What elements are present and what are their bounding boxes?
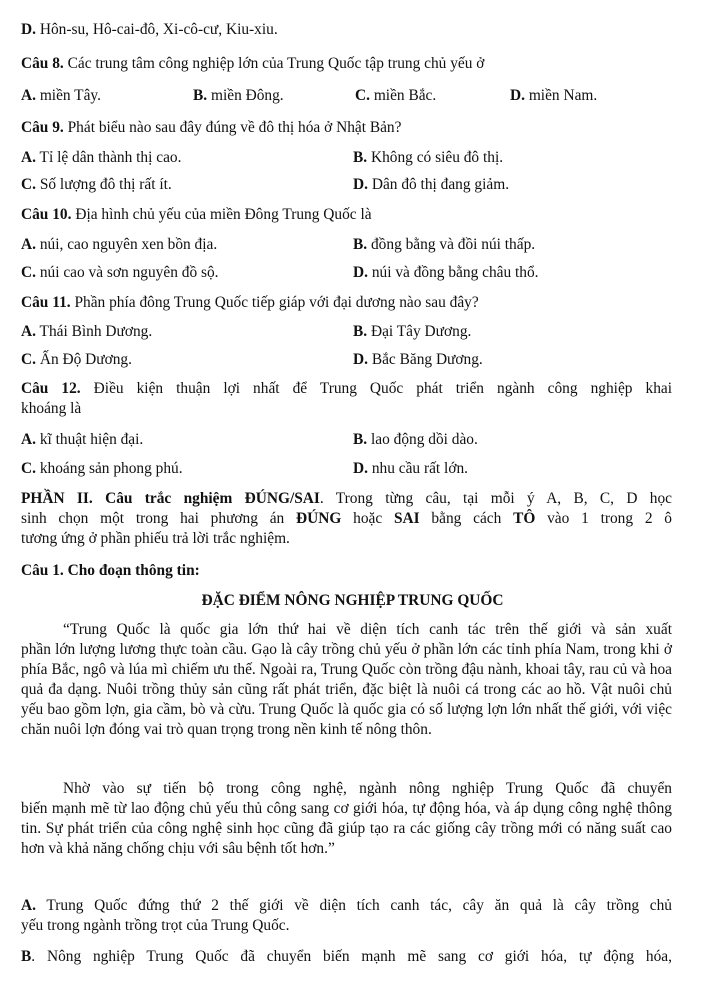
q10-option-d: D. núi và đồng bằng châu thổ.	[353, 264, 539, 281]
q10-option-c: C. núi cao và sơn nguyên đồ sộ.	[21, 264, 219, 281]
q11-option-a: A. Thái Bình Dương.	[21, 323, 153, 340]
q8-option-c: C. miền Bắc.	[355, 87, 437, 104]
q8-option-d: D. miền Nam.	[510, 87, 598, 104]
q12-option-b: B. lao động dồi dào.	[353, 431, 478, 448]
question-12: Câu 12. Điều kiện thuận lợi nhất để Trung Quốc phát triển ngành công nghiệp khai	[21, 380, 672, 397]
q12-option-c: C. khoáng sản phong phú.	[21, 460, 183, 477]
q9-option-c: C. Số lượng đô thị rất ít.	[21, 176, 172, 193]
passage-paragraph-2: Nhờ vào sự tiến bộ trong công nghệ, ngành nông nghiệp Trung Quốc đã chuyển biến mạnh mẽ từ lao động chủ yếu thủ công sang cơ giới hóa, tự động hóa, và áp dụng công nghệ thông tin. Sự phát triển của công nghệ sinh học cũng đã giúp tạo ra các giống cây trồng mới có năng suất cao hơn và khả năng chống chịu với sâu bệnh tốt hơn.”	[21, 780, 672, 857]
passage-paragraph-1: “Trung Quốc là quốc gia lớn thứ hai về diện tích canh tác trên thế giới và sản xuất phần lớn lượng lương thực toàn cầu. Gạo là cây trồng chủ yếu ở phần lớn các tỉnh phía Nam, trong khi ở phía Bắc, ngô và lúa mì chiếm ưu thế. Ngoài ra, Trung Quốc còn trồng đậu nành, khoai tây, rau củ và hoa quả đa dạng. Nuôi trồng thủy sản cũng rất phát triển, đặc biệt là nuôi cá trong các ao hồ. Vật nuôi chủ yếu bao gồm lợn, gia cầm, bò và cừu. Trung Quốc là quốc gia có số lượng lợn lớn nhất thế giới, với việc chăn nuôi lợn đóng vai trò quan trọng trong nền kinh tế nông thôn.	[21, 621, 672, 738]
question-11: Câu 11. Phần phía đông Trung Quốc tiếp giáp với đại dương nào sau đây?	[21, 294, 479, 311]
part2-instructions: sinh chọn một trong hai phương án ĐÚNG hoặc SAI bằng cách TÔ vào 1 trong 2 ô	[21, 510, 672, 527]
question-10: Câu 10. Địa hình chủ yếu của miền Đông Trung Quốc là	[21, 206, 372, 223]
part2-instructions-cont: tương ứng ở phần phiếu trả lời trắc nghiệm.	[21, 530, 290, 547]
q9-option-d: D. Dân đô thị đang giảm.	[353, 176, 510, 193]
q8-option-b: B. miền Đông.	[193, 87, 284, 104]
question-1-intro: Câu 1. Cho đoạn thông tin:	[21, 562, 200, 579]
q12-option-d: D. nhu cầu rất lớn.	[353, 460, 469, 477]
question-12-cont: khoáng là	[21, 400, 82, 417]
q10-option-b: B. đồng bằng và đồi núi thấp.	[353, 236, 536, 253]
q11-option-d: D. Bắc Băng Dương.	[353, 351, 483, 368]
passage-title: ĐẶC ĐIỂM NÔNG NGHIỆP TRUNG QUỐC	[201, 592, 504, 609]
statement-a: A. Trung Quốc đứng thứ 2 thế giới về diện tích canh tác, cây ăn quả là cây trồng chủ	[21, 897, 672, 914]
q12-option-a: A. kĩ thuật hiện đại.	[21, 431, 144, 448]
q11-option-c: C. Ấn Độ Dương.	[21, 351, 132, 368]
part2-heading: PHẦN II. Câu trắc nghiệm ĐÚNG/SAI. Trong từng câu, tại mỗi ý A, B, C, D học	[21, 490, 673, 507]
q8-option-a: A. miền Tây.	[21, 87, 101, 104]
question-8: Câu 8. Các trung tâm công nghiệp lớn của Trung Quốc tập trung chủ yếu ở	[21, 55, 485, 72]
q9-option-b: B. Không có siêu đô thị.	[353, 149, 504, 166]
statement-a-cont: yếu trong ngành trồng trọt của Trung Quốc.	[21, 917, 290, 934]
q11-option-b: B. Đại Tây Dương.	[353, 323, 472, 340]
question-9: Câu 9. Phát biểu nào sau đây đúng về đô thị hóa ở Nhật Bản?	[21, 119, 402, 136]
q9-option-a: A. Tỉ lệ dân thành thị cao.	[21, 149, 182, 166]
q10-option-a: A. núi, cao nguyên xen bồn địa.	[21, 236, 218, 253]
statement-b: B. Nông nghiệp Trung Quốc đã chuyển biến mạnh mẽ sang cơ giới hóa, tự động hóa,	[21, 948, 672, 965]
previous-option-d: D. Hôn-su, Hô-cai-đô, Xi-cô-cư, Kiu-xiu.	[21, 21, 278, 38]
